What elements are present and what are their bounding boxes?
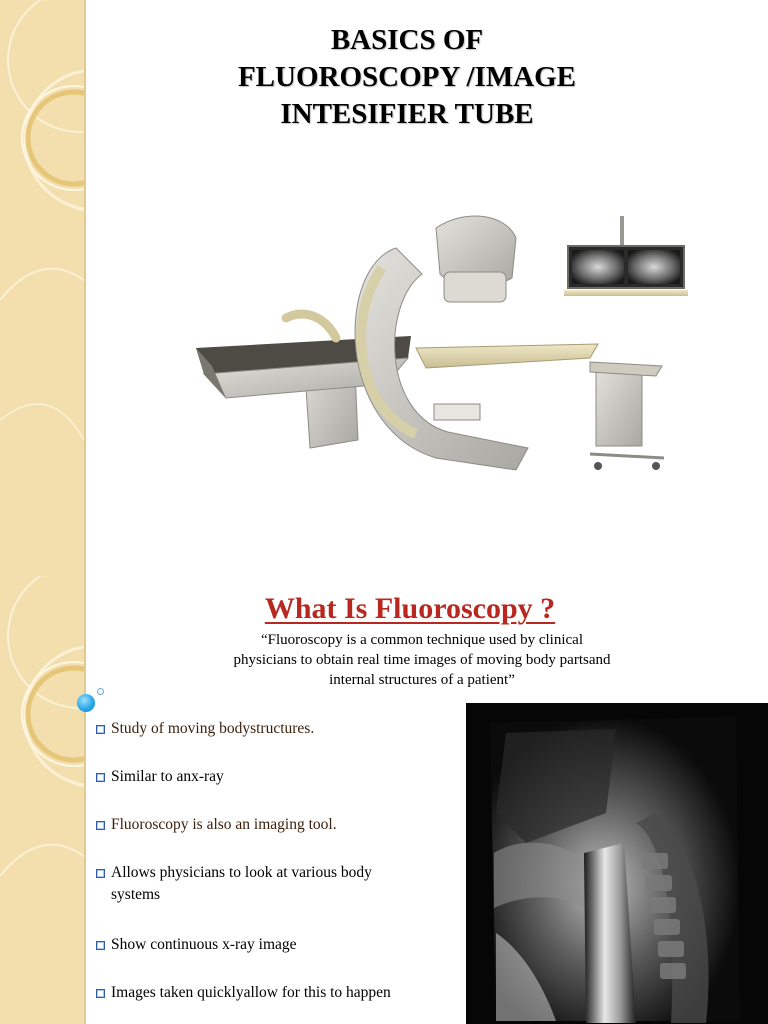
square-bullet-icon (96, 821, 105, 830)
bullet-list (96, 718, 416, 1024)
square-bullet-icon (96, 773, 105, 782)
section-heading: What Is Fluoroscopy ? (264, 592, 556, 625)
slide-title (120, 22, 694, 133)
bullet-item (96, 766, 416, 788)
bullet-text: Images taken quicklyallow for this to happen (111, 984, 391, 1001)
bullet-text: Study of moving bodystructures. (111, 720, 315, 737)
decor-rings (0, 576, 84, 1024)
bullet-text: Show continuous x-ray image (111, 936, 297, 953)
decor-rings (0, 0, 84, 576)
blue-dot-icon (77, 694, 95, 712)
sidebar-edge (84, 576, 86, 1024)
small-dot-icon (97, 688, 104, 695)
slide-1-decor-sidebar (0, 0, 84, 576)
fluoroscopy-equipment-image (186, 208, 698, 498)
title-line-1: BASICS OF (330, 24, 484, 56)
quote-line-1: “Fluoroscopy is a common technique used by clinical (260, 632, 583, 648)
slide-2-decor-sidebar (0, 576, 84, 1024)
sidebar-edge (84, 0, 86, 576)
bullet-item (96, 934, 416, 956)
bullet-item (96, 718, 416, 740)
title-line-2: FLUOROSCOPY /IMAGE (237, 61, 577, 93)
bullet-text: Similar to anx-ray (111, 768, 224, 785)
bullet-text: Fluoroscopy is also an imaging tool. (111, 816, 337, 833)
bullet-item (96, 982, 416, 1004)
bullet-item (96, 814, 416, 836)
xray-neck-image (466, 703, 768, 1024)
square-bullet-icon (96, 869, 105, 878)
bullet-text: Allows physicians to look at various body systems (111, 864, 372, 903)
quote-line-3: internal structures of a patient” (329, 672, 515, 688)
square-bullet-icon (96, 989, 105, 998)
quote-line-2: physicians to obtain real time images of moving body partsand (233, 652, 611, 668)
square-bullet-icon (96, 941, 105, 950)
slide-2 (0, 576, 768, 1024)
definition-quote (182, 630, 662, 690)
square-bullet-icon (96, 725, 105, 734)
title-line-3: INTESIFIER TUBE (280, 98, 534, 130)
bullet-item (96, 862, 416, 906)
